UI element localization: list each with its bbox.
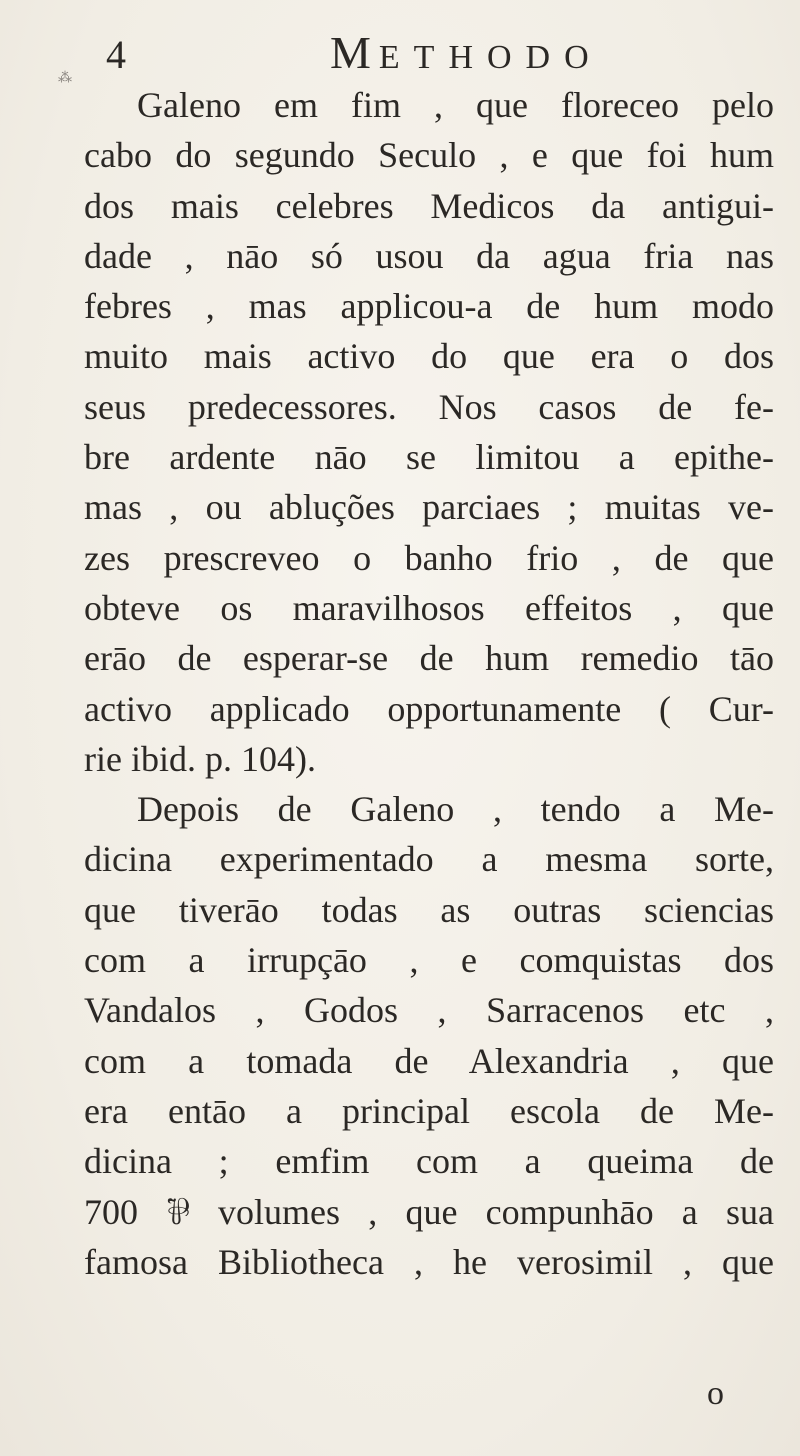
body-text <box>84 80 774 1287</box>
ornament-mark: ⁂ <box>58 71 72 86</box>
page-number: 4 <box>106 32 126 77</box>
text-line: Depois de Galeno , tendo a Me- <box>137 789 774 830</box>
text-line: dicina experimentado a mesma sorte, <box>84 839 774 880</box>
running-head <box>330 28 603 83</box>
catchword: o <box>707 1375 724 1412</box>
text-line: dos mais celebres Medicos da antigui- <box>84 185 774 226</box>
text-line: com a irrupçāo , e comquistas dos <box>84 940 774 981</box>
text-line: mas , ou abluções parciaes ; muitas ve- <box>84 487 774 528</box>
text-line: erāo de esperar-se de hum remedio tāo <box>84 638 774 679</box>
text-line: com a tomada de Alexandria , que <box>84 1040 774 1081</box>
text-line: que tiverāo todas as outras sciencias <box>84 889 774 930</box>
text-line: era entāo a principal escola de Me- <box>84 1090 774 1131</box>
text-line: 700 ⅌ volumes , que compunhāo a sua <box>84 1191 774 1232</box>
text-line: bre ardente nāo se limitou a epithe- <box>84 437 774 478</box>
text-line: activo applicado opportunamente ( Cur- <box>84 688 774 729</box>
text-line: Galeno em fim , que floreceo pelo <box>137 85 774 125</box>
text-line: zes prescreveo o banho frio , de que <box>84 537 774 578</box>
text-line: muito mais activo do que era o dos <box>84 336 774 377</box>
running-head-initial: M <box>330 27 379 78</box>
text-line: obteve os maravilhosos effeitos , que <box>84 587 774 628</box>
page-header <box>0 22 800 86</box>
text-line: famosa Bibliotheca , he verosimil , que <box>84 1241 774 1282</box>
text-line: rie ibid. p. 104). <box>84 738 316 779</box>
text-line: dicina ; emfim com a queima de <box>84 1141 774 1182</box>
text-line: cabo do segundo Seculo , e que foi hum <box>84 135 774 176</box>
text-line: seus predecessores. Nos casos de fe- <box>84 386 774 427</box>
text-line: Vandalos , Godos , Sarracenos etc , <box>84 990 774 1031</box>
text-line: dade , nāo só usou da agua fria nas <box>84 235 774 276</box>
running-head-rest: ETHODO <box>378 39 603 76</box>
text-line: febres , mas applicou-a de hum modo <box>84 286 774 327</box>
